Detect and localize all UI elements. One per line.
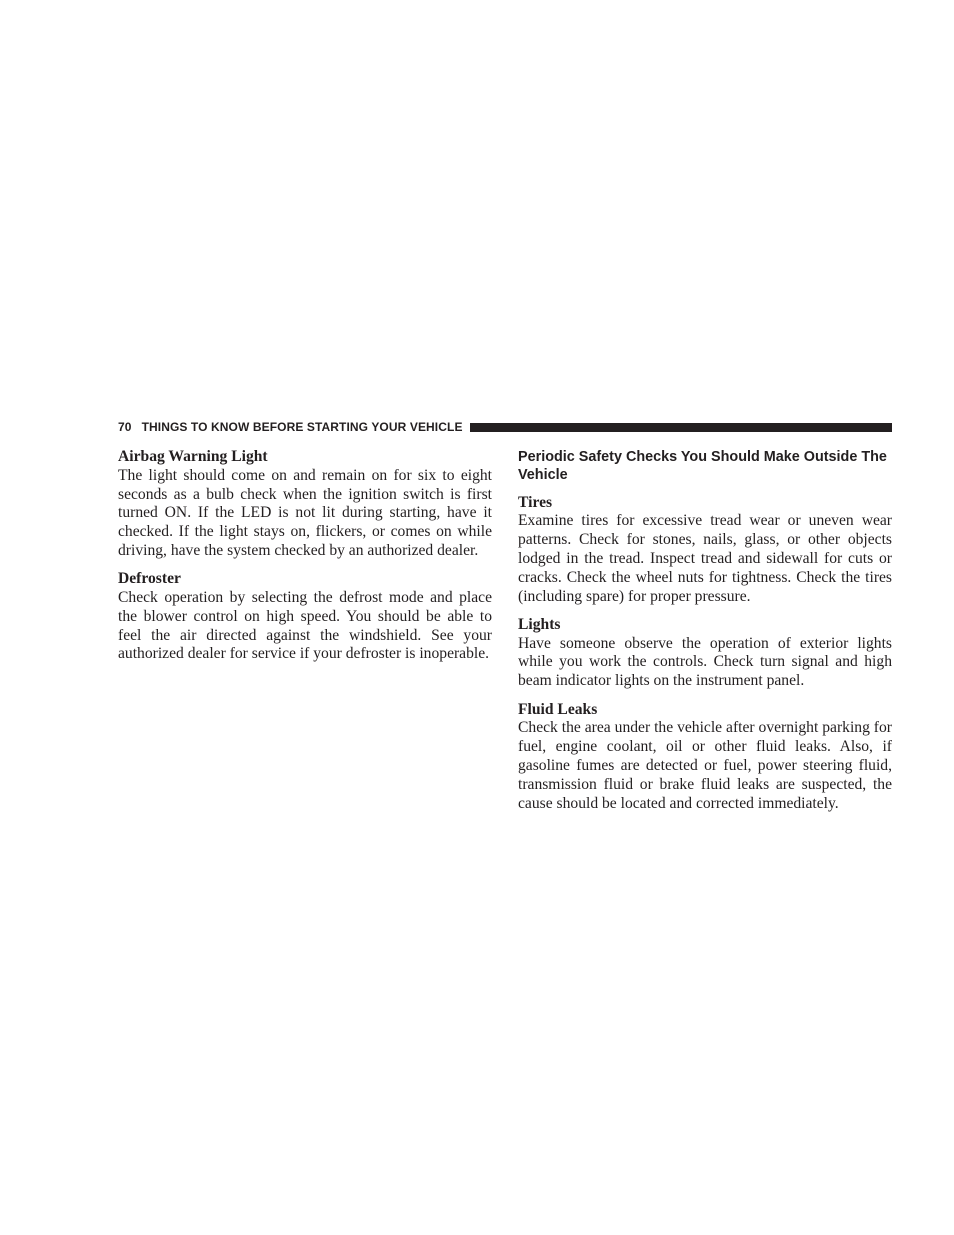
section-heading: Lights xyxy=(518,615,561,633)
section-body: Check operation by selecting the defrost mode and place the blower control on high speed. You should be able to feel the air directed against the windshield. See your authorized dealer for service if your defroster is inoperable. xyxy=(118,589,492,663)
chapter-title: THINGS TO KNOW BEFORE STARTING YOUR VEHICLE xyxy=(141,420,463,434)
section-heading: Airbag Warning Light xyxy=(118,448,268,465)
section-body: Examine tires for excessive tread wear or uneven wear patterns. Check for stones, nails, glass, or other objects lodged in the tread. Inspect tread and sidewall for cuts or cracks. Check the wheel nuts for tightness. Check the tires (including spare) for proper pressure. xyxy=(518,512,892,605)
page-number: 70 xyxy=(118,420,132,434)
section-lights xyxy=(518,616,892,691)
section-airbag-warning-light xyxy=(118,448,492,561)
right-column xyxy=(518,448,892,823)
section-body: The light should come on and remain on for six to eight seconds as a bulb check when the ignition switch is first turned ON. If the LED is not lit during starting, have it checked. If the light stays on, flickers, or comes on while driving, have the system checked by an authorized dealer. xyxy=(118,466,492,559)
section-fluid-leaks xyxy=(518,701,892,814)
left-column xyxy=(118,448,492,674)
page-header xyxy=(118,419,892,435)
section-body: Have someone observe the operation of exterior lights while you work the controls. Check turn signal and high beam indicator lights on the instrument panel. xyxy=(518,634,892,690)
section-heading: Fluid Leaks xyxy=(518,700,598,718)
section-heading: Defroster xyxy=(118,570,181,588)
section-tires xyxy=(518,494,892,607)
header-rule xyxy=(470,423,892,432)
section-heading: Tires xyxy=(518,493,553,511)
section-defroster xyxy=(118,570,492,664)
section-body: Check the area under the vehicle after overnight parking for fuel, engine coolant, oil or other fluid leaks. Also, if gasoline fumes are detected or fuel, power steering fluid, transmission fluid or brake fluid leaks are suspected, the cause should be located and corrected immediately. xyxy=(518,719,892,812)
main-heading: Periodic Safety Checks You Should Make Outside The Vehicle xyxy=(518,449,887,484)
